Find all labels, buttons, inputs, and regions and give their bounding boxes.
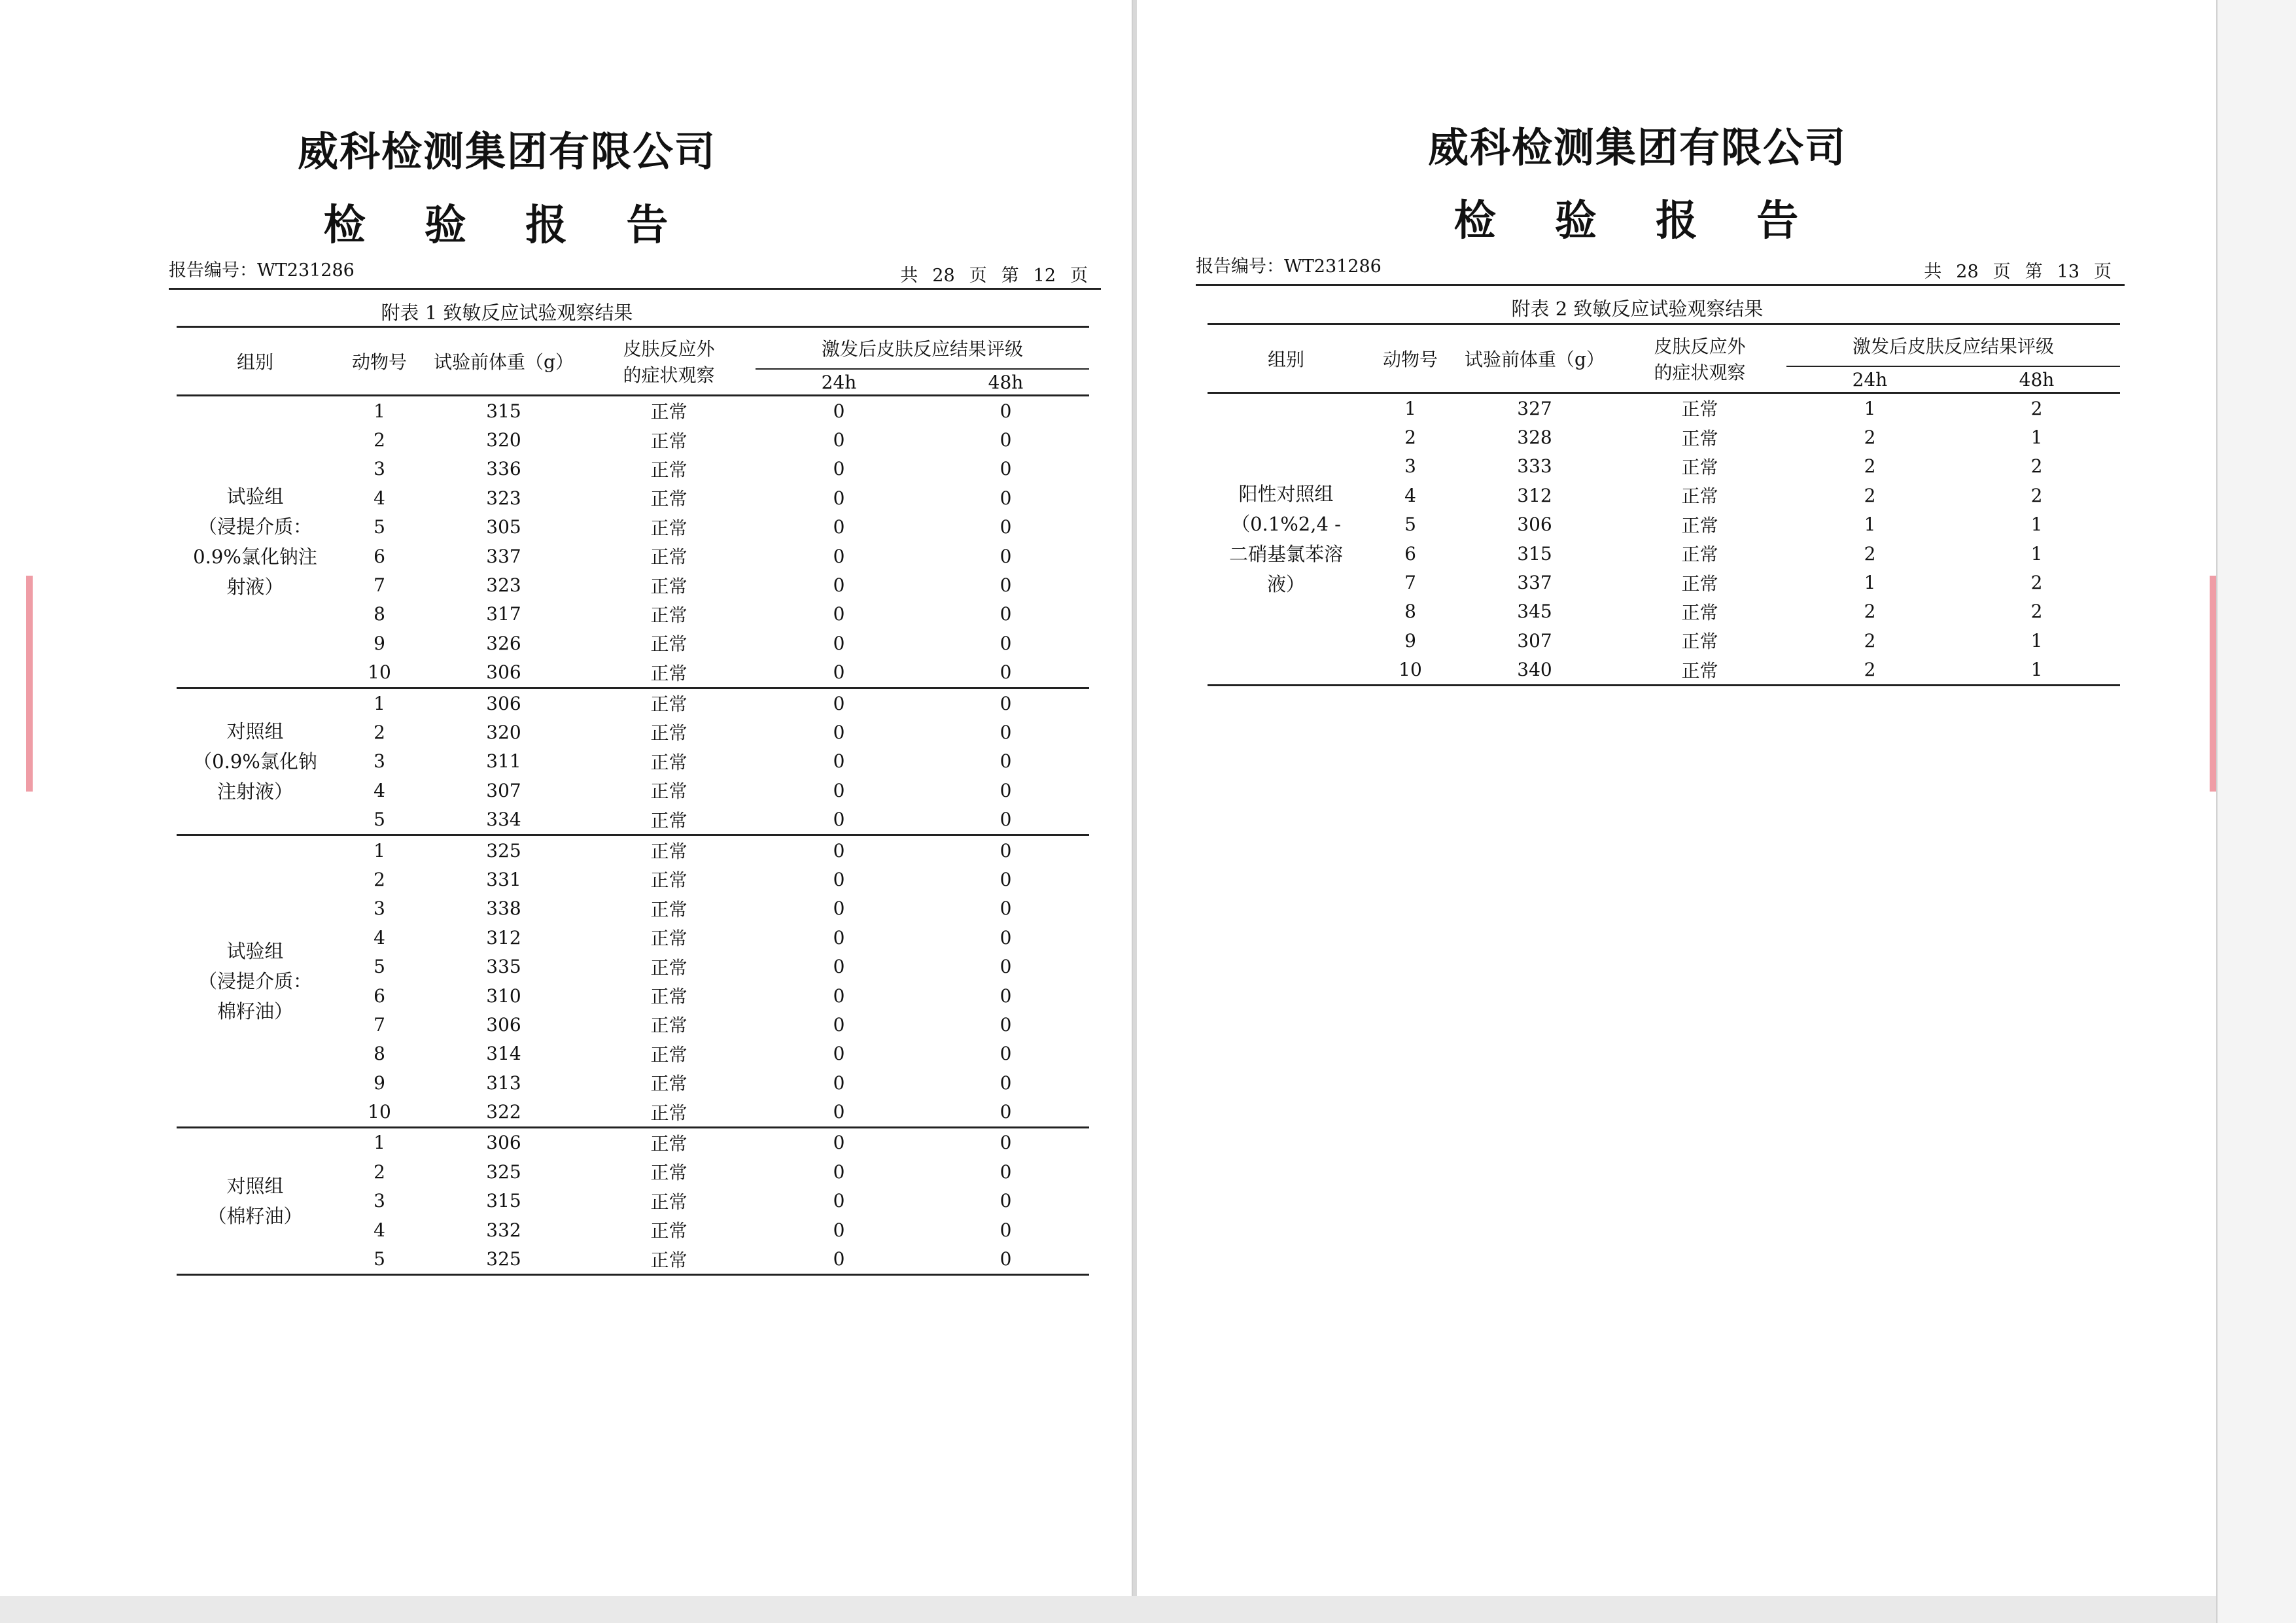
report-page-12 — [0, 0, 1133, 1596]
table-row — [177, 835, 1089, 865]
animal-no-cell: 6 — [374, 985, 385, 1007]
grade-48h-cell: 0 — [1000, 985, 1012, 1007]
header-group: 组别 — [1267, 349, 1304, 370]
grade-48h-cell: 0 — [1000, 956, 1012, 978]
weight-cell: 320 — [486, 429, 521, 451]
table-caption: 附表 1 致敏反应试验观察结果 — [381, 302, 633, 324]
grade-24h-cell: 1 — [1864, 514, 1876, 536]
weight-cell: 333 — [1517, 455, 1552, 478]
animal-no-cell: 4 — [1404, 484, 1416, 506]
seal-mark — [26, 576, 33, 792]
skin-observation-cell: 正常 — [650, 722, 687, 744]
grade-48h-cell: 0 — [1000, 1132, 1012, 1154]
report-meta — [1196, 251, 2125, 286]
animal-no-cell: 7 — [1404, 572, 1416, 594]
header-skin-observation: 皮肤反应外 的症状观察 — [623, 338, 715, 386]
weight-cell: 325 — [486, 1248, 521, 1270]
skin-observation-cell: 正常 — [650, 1102, 687, 1124]
skin-observation-cell: 正常 — [650, 1132, 687, 1155]
table-row — [1208, 393, 2120, 423]
header-48h: 48h — [1953, 366, 2120, 393]
weight-cell: 334 — [486, 809, 521, 831]
animal-no-cell: 2 — [374, 1161, 385, 1183]
weight-cell: 315 — [486, 1190, 521, 1212]
weight-cell: 311 — [486, 750, 521, 773]
grade-48h-cell: 0 — [1000, 809, 1012, 831]
animal-no-cell: 2 — [374, 429, 385, 451]
group-name: 对照组 （棉籽油） — [207, 1174, 303, 1227]
grade-48h-cell: 0 — [1000, 839, 1012, 862]
grade-24h-cell: 0 — [833, 1013, 845, 1036]
skin-observation-cell: 正常 — [650, 1073, 687, 1095]
weight-cell: 312 — [1517, 484, 1552, 506]
weight-cell: 340 — [1517, 659, 1552, 681]
grade-24h-cell: 2 — [1864, 629, 1876, 652]
header-24h: 24h — [756, 369, 922, 396]
grade-24h-cell: 0 — [833, 429, 845, 451]
animal-no-cell: 3 — [374, 898, 385, 920]
header-skin-observation: 皮肤反应外 的症状观察 — [1654, 336, 1746, 383]
skin-observation-cell: 正常 — [650, 1015, 687, 1037]
weight-cell: 328 — [1517, 427, 1552, 449]
grade-48h-cell: 0 — [1000, 458, 1012, 480]
skin-observation-cell: 正常 — [650, 809, 687, 831]
group-block — [177, 1127, 1089, 1274]
grade-24h-cell: 0 — [833, 750, 845, 773]
animal-no-cell: 9 — [374, 632, 385, 654]
weight-cell: 315 — [486, 400, 521, 422]
grade-24h-cell: 0 — [833, 1190, 845, 1212]
grade-24h-cell: 0 — [833, 1161, 845, 1183]
skin-observation-cell: 正常 — [650, 604, 687, 626]
weight-cell: 313 — [486, 1072, 521, 1094]
animal-no-cell: 5 — [1404, 514, 1416, 536]
grade-48h-cell: 0 — [1000, 1248, 1012, 1270]
grade-48h-cell: 2 — [2030, 455, 2043, 478]
group-name: 阳性对照组 （0.1%2,4 - 二硝基氯苯溶 液） — [1228, 482, 1343, 595]
grade-48h-cell: 0 — [1000, 779, 1012, 801]
weight-cell: 323 — [486, 487, 521, 509]
company-name: 威科检测集团有限公司 — [297, 128, 716, 175]
skin-observation-cell: 正常 — [1681, 544, 1718, 566]
weight-cell: 322 — [486, 1101, 521, 1123]
weight-cell: 312 — [486, 926, 521, 949]
animal-no-cell: 9 — [1404, 629, 1416, 652]
skin-observation-cell: 正常 — [650, 1249, 687, 1271]
header-48h: 48h — [922, 369, 1089, 396]
skin-observation-cell: 正常 — [1681, 631, 1718, 653]
weight-cell: 306 — [486, 692, 521, 714]
animal-no-cell: 3 — [374, 1190, 385, 1212]
skin-observation-cell: 正常 — [650, 693, 687, 716]
skin-observation-cell: 正常 — [650, 869, 687, 892]
animal-no-cell: 1 — [374, 1132, 385, 1154]
weight-cell: 325 — [486, 839, 521, 862]
animal-no-cell: 2 — [374, 721, 385, 743]
report-number: 报告编号：WT231286 — [169, 260, 355, 281]
grade-24h-cell: 2 — [1864, 484, 1876, 506]
group-name: 试验组 （浸提介质： 棉籽油） — [198, 939, 312, 1022]
skin-observation-cell: 正常 — [650, 401, 687, 423]
grade-24h-cell: 0 — [833, 898, 845, 920]
grade-24h-cell: 1 — [1864, 572, 1876, 594]
grade-48h-cell: 1 — [2030, 514, 2043, 536]
grade-24h-cell: 0 — [833, 487, 845, 509]
skin-observation-cell: 正常 — [1681, 572, 1718, 595]
weight-cell: 335 — [486, 956, 521, 978]
grade-24h-cell: 0 — [833, 574, 845, 597]
animal-no-cell: 10 — [1399, 659, 1422, 681]
report-title: 检 验 报 告 — [323, 201, 691, 250]
skin-observation-cell: 正常 — [650, 841, 687, 863]
page-indicator: 共 28 页 第 13 页 — [1924, 262, 2112, 282]
skin-observation-cell: 正常 — [1681, 456, 1718, 478]
group-block — [177, 396, 1089, 688]
group-name: 对照组 （0.9%氯化钠 注射液） — [193, 720, 317, 803]
animal-no-cell: 1 — [374, 400, 385, 422]
grade-24h-cell: 0 — [833, 661, 845, 684]
animal-no-cell: 8 — [374, 603, 385, 625]
weight-cell: 306 — [486, 661, 521, 684]
grade-24h-cell: 0 — [833, 809, 845, 831]
group-block — [177, 835, 1089, 1127]
grade-24h-cell: 0 — [833, 400, 845, 422]
grade-24h-cell: 0 — [833, 1219, 845, 1241]
grade-48h-cell: 0 — [1000, 1190, 1012, 1212]
weight-cell: 317 — [486, 603, 521, 625]
weight-cell: 307 — [486, 779, 521, 801]
grade-48h-cell: 2 — [2030, 484, 2043, 506]
grade-48h-cell: 0 — [1000, 868, 1012, 890]
grade-24h-cell: 2 — [1864, 601, 1876, 623]
animal-no-cell: 3 — [374, 750, 385, 773]
animal-no-cell: 10 — [368, 1101, 391, 1123]
page-indicator: 共 28 页 第 12 页 — [900, 266, 1088, 286]
grade-48h-cell: 0 — [1000, 1101, 1012, 1123]
animal-no-cell: 4 — [374, 487, 385, 509]
grade-24h-cell: 2 — [1864, 455, 1876, 478]
weight-cell: 307 — [1517, 629, 1552, 652]
grade-24h-cell: 0 — [833, 926, 845, 949]
grade-48h-cell: 1 — [2030, 629, 2043, 652]
animal-no-cell: 3 — [374, 458, 385, 480]
group-name: 试验组 （浸提介质： 0.9%氯化钠注 射液） — [193, 485, 317, 598]
animal-no-cell: 6 — [374, 545, 385, 567]
grade-48h-cell: 0 — [1000, 400, 1012, 422]
skin-observation-cell: 正常 — [1681, 659, 1718, 682]
grade-48h-cell: 0 — [1000, 603, 1012, 625]
grade-24h-cell: 0 — [833, 1132, 845, 1154]
skin-observation-cell: 正常 — [650, 780, 687, 803]
header-24h: 24h — [1786, 366, 1953, 393]
weight-cell: 337 — [1517, 572, 1552, 594]
grade-48h-cell: 0 — [1000, 545, 1012, 567]
weight-cell: 306 — [486, 1132, 521, 1154]
animal-no-cell: 8 — [374, 1043, 385, 1065]
animal-no-cell: 7 — [374, 574, 385, 597]
report-number: 报告编号：WT231286 — [1196, 256, 1382, 277]
group-block — [177, 688, 1089, 835]
animal-no-cell: 2 — [374, 868, 385, 890]
header-animal-no: 动物号 — [351, 351, 407, 373]
skin-observation-cell: 正常 — [650, 1191, 687, 1213]
grade-24h-cell: 0 — [833, 632, 845, 654]
skin-observation-cell: 正常 — [650, 1043, 687, 1066]
skin-observation-cell: 正常 — [650, 459, 687, 481]
report-page-13 — [1137, 0, 2216, 1596]
header-grade: 激发后皮肤反应结果评级 — [821, 338, 1023, 360]
grade-48h-cell: 2 — [2030, 397, 2043, 419]
weight-cell: 310 — [486, 985, 521, 1007]
grade-48h-cell: 0 — [1000, 661, 1012, 684]
weight-cell: 337 — [486, 545, 521, 567]
skin-observation-cell: 正常 — [650, 488, 687, 510]
header-weight: 试验前体重（g） — [1465, 349, 1605, 370]
table-row — [177, 396, 1089, 426]
skin-observation-cell: 正常 — [1681, 514, 1718, 536]
report-meta — [169, 255, 1101, 290]
grade-24h-cell: 0 — [833, 956, 845, 978]
table-row — [177, 1127, 1089, 1157]
skin-observation-cell: 正常 — [1681, 427, 1718, 449]
weight-cell: 315 — [1517, 542, 1552, 565]
grade-24h-cell: 0 — [833, 545, 845, 567]
animal-no-cell: 9 — [374, 1072, 385, 1094]
weight-cell: 306 — [486, 1013, 521, 1036]
report-title: 检 验 报 告 — [1453, 197, 1821, 245]
grade-48h-cell: 0 — [1000, 750, 1012, 773]
skin-observation-cell: 正常 — [650, 430, 687, 452]
weight-cell: 327 — [1517, 397, 1552, 419]
grade-48h-cell: 0 — [1000, 692, 1012, 714]
grade-48h-cell: 0 — [1000, 429, 1012, 451]
animal-no-cell: 2 — [1404, 427, 1416, 449]
skin-observation-cell: 正常 — [650, 633, 687, 655]
grade-48h-cell: 0 — [1000, 1013, 1012, 1036]
weight-cell: 331 — [486, 868, 521, 890]
grade-48h-cell: 0 — [1000, 632, 1012, 654]
weight-cell: 306 — [1517, 514, 1552, 536]
skin-observation-cell: 正常 — [1681, 601, 1718, 623]
grade-24h-cell: 2 — [1864, 542, 1876, 565]
grade-48h-cell: 1 — [2030, 427, 2043, 449]
grade-48h-cell: 1 — [2030, 542, 2043, 565]
grade-24h-cell: 1 — [1864, 397, 1876, 419]
grade-24h-cell: 0 — [833, 839, 845, 862]
grade-24h-cell: 0 — [833, 868, 845, 890]
grade-48h-cell: 0 — [1000, 574, 1012, 597]
skin-observation-cell: 正常 — [650, 546, 687, 568]
animal-no-cell: 10 — [368, 661, 391, 684]
grade-24h-cell: 0 — [833, 721, 845, 743]
skin-observation-cell: 正常 — [650, 986, 687, 1007]
animal-no-cell: 4 — [374, 926, 385, 949]
weight-cell: 305 — [486, 516, 521, 538]
animal-no-cell: 7 — [374, 1013, 385, 1036]
grade-24h-cell: 0 — [833, 603, 845, 625]
grade-48h-cell: 2 — [2030, 601, 2043, 623]
grade-48h-cell: 0 — [1000, 516, 1012, 538]
grade-48h-cell: 0 — [1000, 926, 1012, 949]
animal-no-cell: 1 — [374, 692, 385, 714]
weight-cell: 314 — [486, 1043, 521, 1065]
header-animal-no: 动物号 — [1382, 349, 1438, 370]
next-page-edge — [2216, 0, 2296, 1623]
skin-observation-cell: 正常 — [650, 517, 687, 539]
grade-48h-cell: 1 — [2030, 659, 2043, 681]
header-group: 组别 — [236, 351, 273, 373]
grade-24h-cell: 0 — [833, 1072, 845, 1094]
animal-no-cell: 5 — [374, 809, 385, 831]
group-block — [1208, 393, 2120, 686]
skin-observation-cell: 正常 — [650, 662, 687, 684]
grade-24h-cell: 2 — [1864, 659, 1876, 681]
header-weight: 试验前体重（g） — [434, 351, 574, 373]
grade-24h-cell: 0 — [833, 985, 845, 1007]
grade-48h-cell: 0 — [1000, 1161, 1012, 1183]
skin-observation-cell: 正常 — [650, 956, 687, 979]
weight-cell: 338 — [486, 898, 521, 920]
animal-no-cell: 1 — [374, 839, 385, 862]
grade-24h-cell: 0 — [833, 1043, 845, 1065]
grade-24h-cell: 0 — [833, 692, 845, 714]
grade-48h-cell: 0 — [1000, 721, 1012, 743]
weight-cell: 323 — [486, 574, 521, 597]
grade-24h-cell: 0 — [833, 1248, 845, 1270]
observation-table — [177, 326, 1089, 1276]
table-caption: 附表 2 致敏反应试验观察结果 — [1511, 298, 1764, 320]
skin-observation-cell: 正常 — [650, 751, 687, 773]
animal-no-cell: 3 — [1404, 455, 1416, 478]
company-name: 威科检测集团有限公司 — [1427, 124, 1847, 171]
skin-observation-cell: 正常 — [1681, 398, 1718, 421]
grade-48h-cell: 0 — [1000, 1219, 1012, 1241]
grade-24h-cell: 2 — [1864, 427, 1876, 449]
observation-table — [1208, 323, 2120, 686]
animal-no-cell: 5 — [374, 1248, 385, 1270]
skin-observation-cell: 正常 — [650, 1220, 687, 1242]
weight-cell: 320 — [486, 721, 521, 743]
animal-no-cell: 5 — [374, 956, 385, 978]
skin-observation-cell: 正常 — [650, 898, 687, 920]
table-row — [177, 688, 1089, 718]
grade-48h-cell: 2 — [2030, 572, 2043, 594]
animal-no-cell: 8 — [1404, 601, 1416, 623]
animal-no-cell: 1 — [1404, 397, 1416, 419]
skin-observation-cell: 正常 — [650, 575, 687, 597]
weight-cell: 345 — [1517, 601, 1552, 623]
skin-observation-cell: 正常 — [650, 928, 687, 950]
animal-no-cell: 4 — [374, 1219, 385, 1241]
weight-cell: 336 — [486, 458, 521, 480]
grade-24h-cell: 0 — [833, 779, 845, 801]
animal-no-cell: 5 — [374, 516, 385, 538]
grade-48h-cell: 0 — [1000, 1072, 1012, 1094]
weight-cell: 326 — [486, 632, 521, 654]
weight-cell: 332 — [486, 1219, 521, 1241]
weight-cell: 325 — [486, 1161, 521, 1183]
grade-24h-cell: 0 — [833, 1101, 845, 1123]
animal-no-cell: 6 — [1404, 542, 1416, 565]
grade-24h-cell: 0 — [833, 516, 845, 538]
grade-48h-cell: 0 — [1000, 1043, 1012, 1065]
skin-observation-cell: 正常 — [650, 1162, 687, 1184]
grade-24h-cell: 0 — [833, 458, 845, 480]
skin-observation-cell: 正常 — [1681, 485, 1718, 508]
animal-no-cell: 4 — [374, 779, 385, 801]
grade-48h-cell: 0 — [1000, 487, 1012, 509]
grade-48h-cell: 0 — [1000, 898, 1012, 920]
seal-mark — [2210, 576, 2216, 792]
header-grade: 激发后皮肤反应结果评级 — [1852, 336, 2054, 357]
